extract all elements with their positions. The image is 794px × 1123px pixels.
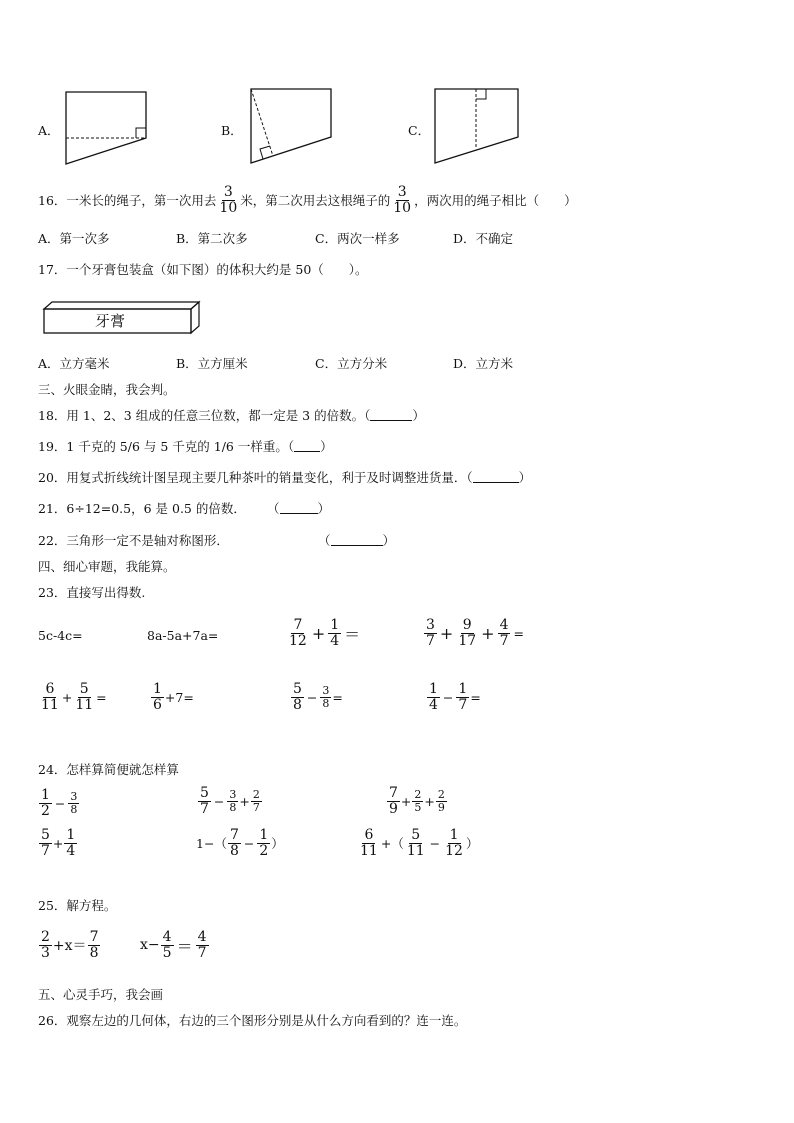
denominator: 7 [499,632,509,649]
numerator: 1 [153,681,162,697]
q18-text: 18．用 1、2、3 组成的任意三位数，都一定是 3 的倍数。（ [38,408,371,423]
numerator: 3 [397,184,407,200]
minus-sign: − [306,689,318,705]
numerator: 7 [229,827,239,843]
numerator: 7 [389,785,398,801]
denominator: 7 [197,944,207,961]
plus-sign: + [52,835,64,851]
numerator: 2 [41,929,50,945]
denominator: 7 [41,842,50,859]
question-17: 17．一个牙膏包装盒（如下图）的体积大约是 50（ ）。 [38,262,368,277]
fraction [64,828,77,858]
fraction [39,930,52,960]
denominator: 9 [437,800,445,814]
denominator: 9 [389,800,398,817]
fraction [251,789,262,813]
q20-text: 20．用复式折线统计图呈现主要几种茶叶的销量变化，利于及时调整进货量．（ [38,470,473,485]
question-25-title: 25．解方程。 [38,898,117,913]
q17-option-a[interactable]: A．立方毫米 [38,356,110,371]
q16-text-1: 一米长的绳子，第一次用去 [66,193,217,209]
numerator: 5 [79,681,89,697]
q15-figure-c [430,85,525,167]
paren-close: ） [465,836,479,852]
q15-figure-a [60,88,155,168]
denominator: 8 [89,944,99,961]
q23-expr-6 [150,682,194,712]
numerator: 9 [462,617,472,633]
plus-seven-text: +7= [164,689,194,705]
fraction [227,789,238,813]
numerator: 3 [229,788,237,802]
denominator: 7 [252,800,260,814]
q24-expr-4 [38,828,78,858]
q20-answer-blank[interactable] [473,472,519,483]
denominator: 6 [153,696,162,713]
q24-expr-1 [38,788,80,818]
denominator: 11 [41,696,59,713]
q23-expr-5 [38,682,107,712]
minus-sign: − [54,795,66,811]
denominator: 17 [458,632,477,649]
numerator: 4 [197,929,207,945]
denominator: 11 [406,842,425,859]
q21-paren-open: （ [267,501,280,516]
q23-expr-2: 8a-5a+7a= [147,628,219,643]
numerator: 5 [411,827,421,843]
denominator: 8 [229,842,239,859]
denominator: 12 [445,842,463,859]
minus-sign: − [213,793,225,809]
q21-answer [267,499,330,517]
equals-sign: ＝ [344,624,361,644]
paren-open: （ [214,836,227,852]
fraction [73,682,95,712]
q22-answer-blank[interactable] [331,535,383,546]
equals-sign: = [332,689,343,705]
q19-text: 19．1 千克的 5/6 与 5 千克的 1/6 一样重。（ [38,439,295,454]
numerator: 2 [414,788,422,802]
q16-option-a[interactable]: A．第一次多 [38,231,110,246]
q23-expr-1: 5c-4c= [38,628,83,643]
plus-sign: + [380,835,392,851]
fraction [228,828,241,858]
question-16 [38,185,577,215]
equals-sign: = [470,689,481,705]
fraction [427,682,440,712]
q23-expr-7 [290,682,343,712]
q16-text-3: ，两次用的绳子相比（ ） [414,193,577,209]
plus-sign: + [424,793,435,809]
question-19 [38,437,333,455]
fraction [443,828,465,858]
fraction [320,685,331,709]
numerator: 2 [252,788,260,802]
q16-option-c[interactable]: C．两次一样多 [315,231,400,246]
fraction [456,682,469,712]
section-5-heading: 五、心灵手巧，我会画 [38,987,164,1002]
plus-sign: + [400,793,412,809]
plus-sign: + [439,623,454,643]
plus-sign: + [61,689,73,705]
denominator: 12 [289,632,307,649]
fraction [198,786,211,816]
denominator: 5 [414,800,422,814]
question-26: 26．观察左边的几何体，右边的三个图形分别是从什么方向看到的？连一连。 [38,1013,467,1028]
numerator: 7 [89,929,99,945]
denominator: 4 [330,632,340,649]
denominator: 8 [229,800,237,814]
numerator: 1 [41,787,50,803]
q22-paren-open: （ [318,533,331,548]
fraction [151,682,164,712]
fraction [456,618,478,648]
q22-answer [318,531,395,549]
equals-sign: = [96,689,107,705]
paren-close: ） [271,836,284,852]
numerator: 7 [293,617,303,633]
equation-middle: +x＝ [52,938,87,955]
fraction [405,828,427,858]
fraction [68,791,79,815]
equals-sign: ＝ [176,936,193,956]
numerator: 1 [458,681,468,697]
minus-sign: − [243,835,255,851]
numerator: 1 [449,827,459,843]
q17-option-b[interactable]: B．立方厘米 [176,356,248,371]
section-4-heading: 四、细心审题，我能算。 [38,559,176,574]
numerator: 3 [223,184,233,200]
fraction [39,828,52,858]
numerator: 1 [429,681,438,697]
fraction [498,618,511,648]
q15-option-b-label: B． [221,123,243,138]
denominator: 8 [70,802,78,816]
question-21: 21．6÷12=0.5，6 是 0.5 的倍数． [38,501,246,516]
denominator: 11 [360,842,378,859]
q25-equation-1 [38,930,101,960]
denominator: 8 [293,696,302,713]
numerator: 4 [499,617,509,633]
fraction [358,828,380,858]
toothpaste-box-label: 牙膏 [95,312,126,330]
plus-sign: + [311,623,326,643]
denominator: 2 [259,842,269,859]
q15-option-c-label: C． [408,123,431,138]
fraction [412,789,423,813]
fraction [387,786,400,816]
fraction [424,618,437,648]
numerator: 5 [41,827,50,843]
q24-expr-6 [357,828,478,858]
q16-fraction-2 [391,185,413,215]
q17-option-d[interactable]: D．立方米 [453,356,514,371]
numerator: 3 [322,684,330,698]
fraction [257,828,270,858]
q21-paren-close: ） [317,501,331,516]
question-23-title: 23．直接写出得数. [38,585,146,600]
numerator: 3 [426,617,435,633]
denominator: 5 [162,944,172,961]
minus-sign: − [429,835,441,851]
fraction [39,682,61,712]
fraction [39,788,52,818]
fraction [291,682,304,712]
question-24-title: 24．怎样算简便就怎样算 [38,762,179,777]
denominator: 4 [429,696,438,713]
q16-text-2: 米，第二次用去这根绳子的 [240,193,391,209]
q21-answer-blank[interactable] [280,503,318,514]
fraction [328,618,341,648]
denominator: 7 [426,632,435,649]
minus-sign: − [442,689,454,705]
q20-paren-close: ） [518,470,532,485]
fraction [287,618,309,648]
q23-expr-3 [286,618,362,648]
q23-expr-8 [426,682,481,712]
section-3-heading: 三、火眼金睛，我会判。 [38,382,176,397]
numerator: 6 [364,827,374,843]
equals-sign: = [513,625,524,641]
q16-option-d[interactable]: D．不确定 [453,231,514,246]
denominator: 11 [75,696,94,713]
denominator: 8 [322,696,330,710]
q24-expr-3 [386,786,448,816]
q19-paren-close: ） [320,439,333,454]
numerator: 4 [162,929,172,945]
denominator: 7 [458,696,468,713]
paren-open: （ [391,836,404,852]
denominator: 7 [200,800,209,817]
q16-option-b[interactable]: B．第二次多 [176,231,248,246]
numerator: 5 [293,681,302,697]
numerator: 1 [259,827,269,843]
numerator: 5 [200,785,209,801]
fraction [88,930,101,960]
question-18 [38,406,425,424]
numerator: 2 [437,788,445,802]
question-22: 22．三角形一定不是轴对称图形． [38,533,229,548]
q16-fraction-1 [217,185,239,215]
plus-sign: + [239,793,250,809]
q22-paren-close: ） [382,533,396,548]
denominator: 3 [41,944,50,961]
numerator: 1 [330,617,340,633]
denominator: 10 [219,199,238,216]
denominator: 4 [66,842,76,859]
q23-expr-4 [423,618,526,648]
q18-paren-close: ） [412,408,425,423]
question-20 [38,468,531,486]
one-minus-text: 1− [196,835,215,851]
fraction [161,930,174,960]
numerator: 3 [70,790,78,804]
q25-equation-2 [140,930,210,960]
numerator: 1 [66,827,76,843]
denominator: 10 [393,199,412,216]
fraction [196,930,209,960]
q15-figure-b [246,85,341,167]
plus-sign: + [481,623,495,643]
q19-answer-blank[interactable] [294,441,320,452]
q18-answer-blank[interactable] [370,410,412,421]
q15-option-a-label: A． [38,123,60,138]
q24-expr-2 [197,786,263,816]
denominator: 2 [41,802,50,819]
q16-number: 16． [38,193,67,209]
fraction [436,789,447,813]
q17-option-c[interactable]: C．立方分米 [315,356,388,371]
x-minus-text: x− [140,937,160,954]
q24-expr-5 [196,828,284,858]
numerator: 6 [45,681,55,697]
